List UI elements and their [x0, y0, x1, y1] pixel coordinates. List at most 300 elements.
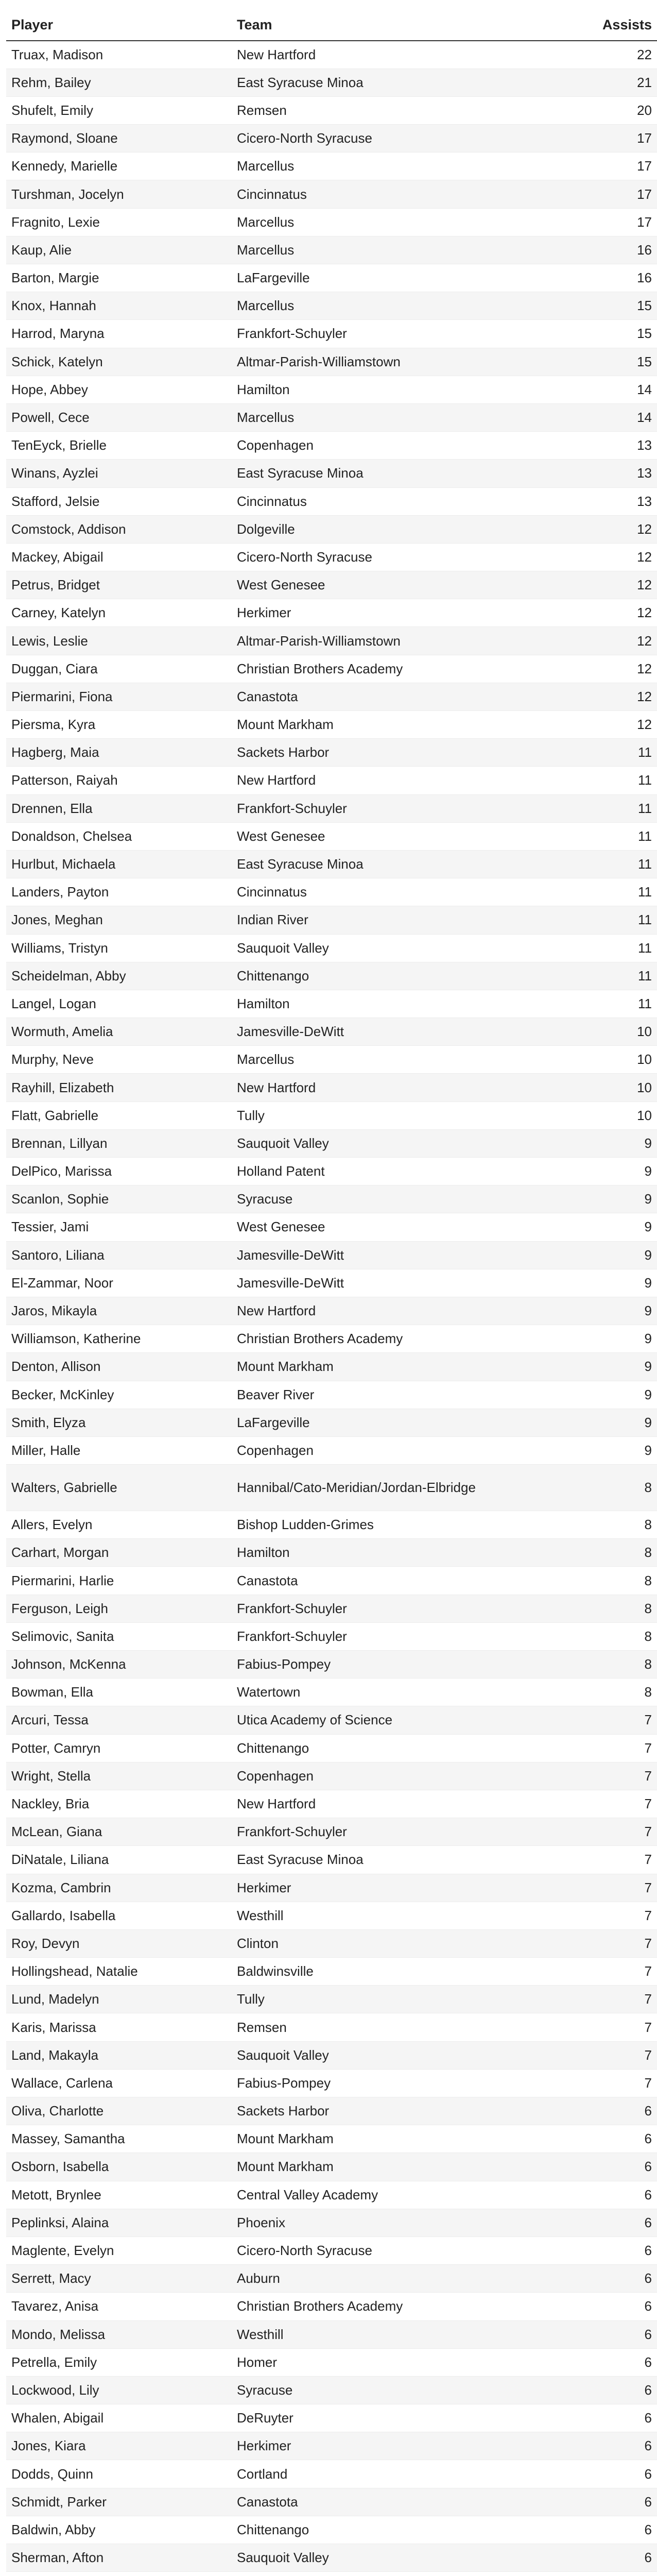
team-cell: Fabius-Pompey [232, 1651, 510, 1679]
assists-cell: 9 [510, 1325, 657, 1353]
team-cell: East Syracuse Minoa [232, 69, 510, 96]
team-cell: Tully [232, 1101, 510, 1129]
table-row [6, 69, 657, 96]
player-cell: Rehm, Bailey [6, 69, 232, 96]
table-row [6, 711, 657, 739]
player-cell: Baldwin, Abby [6, 2516, 232, 2544]
assists-cell: 15 [510, 292, 657, 320]
player-cell: Duggan, Ciara [6, 655, 232, 683]
player-cell: Harrod, Maryna [6, 320, 232, 348]
assists-cell: 12 [510, 543, 657, 571]
table-row [6, 1874, 657, 1902]
team-cell [232, 2572, 510, 2576]
assists-cell: 7 [510, 2041, 657, 2069]
player-cell: Peplinksi, Alaina [6, 2209, 232, 2236]
player-cell: Oliva, Charlotte [6, 2097, 232, 2125]
team-cell: Cicero-North Syracuse [232, 2236, 510, 2264]
player-cell: DelPico, Marissa [6, 1158, 232, 1185]
player-cell: Gallardo, Isabella [6, 1902, 232, 1929]
table-row [6, 1567, 657, 1595]
player-cell: Wormuth, Amelia [6, 1018, 232, 1046]
team-cell: Homer [232, 2348, 510, 2376]
team-cell: Marcellus [232, 403, 510, 431]
team-cell: Fabius-Pompey [232, 2069, 510, 2097]
team-cell: Canastota [232, 1567, 510, 1595]
assists-cell: 9 [510, 1158, 657, 1185]
table-row [6, 1074, 657, 1101]
player-cell: Williamson, Katherine [6, 1325, 232, 1353]
table-body [6, 41, 657, 2576]
table-row [6, 571, 657, 599]
player-cell: El-Zammar, Noor [6, 1269, 232, 1297]
player-cell: Shufelt, Emily [6, 96, 232, 124]
table-row [6, 822, 657, 850]
team-cell: Marcellus [232, 292, 510, 320]
team-cell: Westhill [232, 1902, 510, 1929]
table-row [6, 627, 657, 655]
assists-cell: 9 [510, 1241, 657, 1269]
assists-cell: 11 [510, 990, 657, 1018]
player-cell: Potter, Camryn [6, 1734, 232, 1762]
assists-cell: 8 [510, 1465, 657, 1511]
team-cell: Cincinnatus [232, 878, 510, 906]
assists-cell: 6 [510, 2320, 657, 2348]
table-row [6, 2097, 657, 2125]
column-header-assists[interactable]: Assists [510, 9, 657, 41]
team-cell: Canastota [232, 683, 510, 710]
player-cell: Whalen, Abigail [6, 2404, 232, 2432]
player-cell: Turshman, Jocelyn [6, 180, 232, 208]
team-cell: Jamesville-DeWitt [232, 1241, 510, 1269]
assists-cell: 17 [510, 152, 657, 180]
table-row [6, 2432, 657, 2460]
assists-cell: 6 [510, 2432, 657, 2460]
table-row [6, 1706, 657, 1734]
table-row [6, 906, 657, 934]
player-cell: DiNatale, Liliana [6, 1846, 232, 1874]
player-cell: Donaldson, Chelsea [6, 822, 232, 850]
assists-cell: 15 [510, 348, 657, 376]
player-cell [6, 2572, 232, 2576]
assists-cell: 6 [510, 2236, 657, 2264]
team-cell: Sackets Harbor [232, 2097, 510, 2125]
assists-cell: 6 [510, 2293, 657, 2320]
assists-cell: 6 [510, 2181, 657, 2209]
team-cell: Sauquoit Valley [232, 1129, 510, 1157]
table-row [6, 1986, 657, 2013]
assists-cell: 12 [510, 515, 657, 543]
player-cell: Raymond, Sloane [6, 125, 232, 152]
player-cell: Piermarini, Harlie [6, 1567, 232, 1595]
player-cell: Patterson, Raiyah [6, 767, 232, 794]
assists-cell: 7 [510, 1986, 657, 2013]
player-cell: Bowman, Ella [6, 1679, 232, 1706]
team-cell: Watertown [232, 1679, 510, 1706]
player-cell: Jaros, Mikayla [6, 1297, 232, 1325]
team-cell: Mount Markham [232, 1353, 510, 1381]
player-cell: Petrus, Bridget [6, 571, 232, 599]
table-row [6, 2181, 657, 2209]
table-row [6, 320, 657, 348]
table-row [6, 2293, 657, 2320]
table-row [6, 1436, 657, 1464]
assists-cell: 17 [510, 125, 657, 152]
player-cell: Arcuri, Tessa [6, 1706, 232, 1734]
team-cell: New Hartford [232, 1297, 510, 1325]
team-cell: East Syracuse Minoa [232, 1846, 510, 1874]
table-row [6, 487, 657, 515]
assists-cell: 7 [510, 1902, 657, 1929]
team-cell: Frankfort-Schuyler [232, 794, 510, 822]
player-cell: Hope, Abbey [6, 376, 232, 403]
team-cell: Christian Brothers Academy [232, 2293, 510, 2320]
assists-cell: 10 [510, 1074, 657, 1101]
player-cell: Scanlon, Sophie [6, 1185, 232, 1213]
assists-cell: 7 [510, 1874, 657, 1902]
player-cell: Jones, Kiara [6, 2432, 232, 2460]
table-row [6, 1734, 657, 1762]
team-cell: Jamesville-DeWitt [232, 1269, 510, 1297]
team-cell: Westhill [232, 2320, 510, 2348]
team-cell [232, 1465, 510, 1511]
team-cell: Auburn [232, 2265, 510, 2293]
player-cell: Schick, Katelyn [6, 348, 232, 376]
assists-cell: 9 [510, 1409, 657, 1436]
table-row [6, 1846, 657, 1874]
team-cell: Marcellus [232, 236, 510, 264]
table-row [6, 180, 657, 208]
player-cell: Piersma, Kyra [6, 711, 232, 739]
table-row [6, 1381, 657, 1409]
assists-cell: 7 [510, 1790, 657, 1818]
player-cell: Petrella, Emily [6, 2348, 232, 2376]
player-cell: Hurlbut, Michaela [6, 850, 232, 878]
table-row [6, 2320, 657, 2348]
assists-cell: 9 [510, 1213, 657, 1241]
player-cell: Land, Makayla [6, 2041, 232, 2069]
player-cell: Lund, Madelyn [6, 1986, 232, 2013]
table-row [6, 2348, 657, 2376]
player-cell: Denton, Allison [6, 1353, 232, 1381]
assists-cell: 6 [510, 2488, 657, 2516]
team-cell: Clinton [232, 1929, 510, 1957]
table-row [6, 2460, 657, 2488]
player-cell: Allers, Evelyn [6, 1511, 232, 1539]
table-row [6, 1297, 657, 1325]
team-cell: East Syracuse Minoa [232, 460, 510, 487]
assists-cell: 22 [510, 41, 657, 69]
table-row [6, 2516, 657, 2544]
player-cell: Massey, Samantha [6, 2125, 232, 2153]
player-cell: Johnson, McKenna [6, 1651, 232, 1679]
assists-cell: 6 [510, 2460, 657, 2488]
table-row [6, 2265, 657, 2293]
assists-cell: 10 [510, 1101, 657, 1129]
assists-cell: 6 [510, 2125, 657, 2153]
assists-cell: 12 [510, 711, 657, 739]
table-row [6, 1679, 657, 1706]
player-cell: Metott, Brynlee [6, 2181, 232, 2209]
team-cell: Sauquoit Valley [232, 2544, 510, 2572]
player-cell: Jones, Meghan [6, 906, 232, 934]
assists-cell: 14 [510, 376, 657, 403]
table-row [6, 1269, 657, 1297]
table-row [6, 1241, 657, 1269]
assists-cell: 11 [510, 962, 657, 990]
team-cell: Copenhagen [232, 1762, 510, 1790]
assists-cell: 11 [510, 767, 657, 794]
player-cell: Williams, Tristyn [6, 934, 232, 962]
table-row [6, 460, 657, 487]
player-cell: Landers, Payton [6, 878, 232, 906]
player-cell: Brennan, Lillyan [6, 1129, 232, 1157]
team-cell: Dolgeville [232, 515, 510, 543]
player-cell: Langel, Logan [6, 990, 232, 1018]
team-cell: New Hartford [232, 767, 510, 794]
assists-cell: 17 [510, 208, 657, 236]
team-cell: Remsen [232, 2013, 510, 2041]
team-cell: Christian Brothers Academy [232, 655, 510, 683]
table-row [6, 599, 657, 627]
team-cell: Sauquoit Valley [232, 2041, 510, 2069]
team-cell: Herkimer [232, 1874, 510, 1902]
table-row [6, 2209, 657, 2236]
team-cell: DeRuyter [232, 2404, 510, 2432]
team-cell: Chittenango [232, 2516, 510, 2544]
table-row [6, 1158, 657, 1185]
team-cell: East Syracuse Minoa [232, 850, 510, 878]
team-cell: Altmar-Parish-Williamstown [232, 348, 510, 376]
team-cell: Syracuse [232, 1185, 510, 1213]
player-cell: Becker, McKinley [6, 1381, 232, 1409]
table-row [6, 432, 657, 460]
table-row [6, 990, 657, 1018]
player-cell: Smith, Elyza [6, 1409, 232, 1436]
team-cell: New Hartford [232, 1790, 510, 1818]
column-header-player[interactable]: Player [6, 9, 232, 41]
table-header [6, 9, 657, 41]
player-cell: Piermarini, Fiona [6, 683, 232, 710]
table-row [6, 236, 657, 264]
team-cell: Herkimer [232, 2432, 510, 2460]
table-row [6, 543, 657, 571]
player-cell: Kaup, Alie [6, 236, 232, 264]
table-row [6, 1790, 657, 1818]
assists-cell: 7 [510, 1734, 657, 1762]
assists-cell: 7 [510, 1706, 657, 1734]
assists-cell: 6 [510, 2153, 657, 2181]
assists-cell: 6 [510, 2516, 657, 2544]
assists-cell: 7 [510, 1846, 657, 1874]
assists-cell: 12 [510, 655, 657, 683]
assists-cell: 16 [510, 264, 657, 292]
team-cell: Hamilton [232, 376, 510, 403]
assists-cell: 8 [510, 1651, 657, 1679]
team-cell: Chittenango [232, 962, 510, 990]
assists-cell: 20 [510, 96, 657, 124]
assists-cell: 9 [510, 1297, 657, 1325]
assists-cell: 11 [510, 906, 657, 934]
assists-cell: 9 [510, 1436, 657, 1464]
team-cell: Syracuse [232, 2376, 510, 2404]
player-cell: Miller, Halle [6, 1436, 232, 1464]
player-cell: Wallace, Carlena [6, 2069, 232, 2097]
team-cell: Sauquoit Valley [232, 934, 510, 962]
table-row [6, 41, 657, 69]
team-cell: Altmar-Parish-Williamstown [232, 627, 510, 655]
table-row [6, 2404, 657, 2432]
team-cell: Hamilton [232, 990, 510, 1018]
player-cell: Maglente, Evelyn [6, 2236, 232, 2264]
assists-cell: 8 [510, 1567, 657, 1595]
team-cell: Central Valley Academy [232, 2181, 510, 2209]
table-row [6, 376, 657, 403]
team-cell: New Hartford [232, 41, 510, 69]
assists-cell: 17 [510, 180, 657, 208]
player-cell: Mondo, Melissa [6, 2320, 232, 2348]
table-row [6, 1018, 657, 1046]
table-row [6, 2236, 657, 2264]
assists-cell: 7 [510, 2013, 657, 2041]
assists-table [6, 9, 657, 2576]
table-row [6, 208, 657, 236]
team-cell: Hamilton [232, 1539, 510, 1567]
team-cell: Tully [232, 1986, 510, 2013]
table-row [6, 1213, 657, 1241]
team-cell: Cicero-North Syracuse [232, 543, 510, 571]
team-cell: Canastota [232, 2488, 510, 2516]
assists-cell: 6 [510, 2265, 657, 2293]
assists-cell: 12 [510, 683, 657, 710]
assists-cell: 11 [510, 850, 657, 878]
table-row [6, 2013, 657, 2041]
table-row [6, 2125, 657, 2153]
player-cell: Roy, Devyn [6, 1929, 232, 1957]
table-row [6, 794, 657, 822]
table-row [6, 934, 657, 962]
player-cell: Tessier, Jami [6, 1213, 232, 1241]
team-cell-text: Hannibal/Cato-Meridian/Jordan-Elbridge [237, 1480, 476, 1496]
team-cell: Cincinnatus [232, 487, 510, 515]
player-cell: Lockwood, Lily [6, 2376, 232, 2404]
team-cell: Marcellus [232, 152, 510, 180]
team-cell: Mount Markham [232, 711, 510, 739]
player-cell: Fragnito, Lexie [6, 208, 232, 236]
team-cell: Phoenix [232, 2209, 510, 2236]
player-cell: Hagberg, Maia [6, 739, 232, 767]
table-row [6, 1185, 657, 1213]
player-cell: Ferguson, Leigh [6, 1595, 232, 1622]
table-row [6, 1101, 657, 1129]
table-row [6, 125, 657, 152]
team-cell: Remsen [232, 96, 510, 124]
team-cell: New Hartford [232, 1074, 510, 1101]
assists-cell: 9 [510, 1353, 657, 1381]
assists-cell: 6 [510, 2348, 657, 2376]
player-cell: Walters, Gabrielle [6, 1465, 232, 1511]
assists-cell: 10 [510, 1018, 657, 1046]
assists-cell: 6 [510, 2209, 657, 2236]
player-cell: Stafford, Jelsie [6, 487, 232, 515]
table-row [6, 683, 657, 710]
player-cell: Nackley, Bria [6, 1790, 232, 1818]
assists-cell: 14 [510, 403, 657, 431]
player-cell: Barton, Margie [6, 264, 232, 292]
assists-cell: 9 [510, 1129, 657, 1157]
assists-cell: 8 [510, 1622, 657, 1650]
team-cell: Baldwinsville [232, 1958, 510, 1986]
column-header-team[interactable]: Team [232, 9, 510, 41]
team-cell: Frankfort-Schuyler [232, 1595, 510, 1622]
player-cell: Powell, Cece [6, 403, 232, 431]
team-cell: Marcellus [232, 208, 510, 236]
assists-cell: 10 [510, 1046, 657, 1074]
assists-cell: 21 [510, 69, 657, 96]
table-row [6, 1622, 657, 1650]
table-row [6, 1539, 657, 1567]
table-row [6, 1129, 657, 1157]
player-cell: Karis, Marissa [6, 2013, 232, 2041]
player-cell: Hollingshead, Natalie [6, 1958, 232, 1986]
team-cell: Mount Markham [232, 2125, 510, 2153]
table-row [6, 1465, 657, 1511]
team-cell: Copenhagen [232, 432, 510, 460]
assists-cell: 6 [510, 2544, 657, 2572]
assists-cell: 7 [510, 1762, 657, 1790]
team-cell: Jamesville-DeWitt [232, 1018, 510, 1046]
team-cell: Mount Markham [232, 2153, 510, 2181]
player-cell: Schmidt, Parker [6, 2488, 232, 2516]
player-cell: Sherman, Afton [6, 2544, 232, 2572]
assists-cell: 9 [510, 1269, 657, 1297]
player-cell: TenEyck, Brielle [6, 432, 232, 460]
assists-cell: 9 [510, 1381, 657, 1409]
team-cell: Holland Patent [232, 1158, 510, 1185]
assists-cell: 8 [510, 1511, 657, 1539]
table-row [6, 348, 657, 376]
team-cell: Frankfort-Schuyler [232, 1818, 510, 1846]
table-row [6, 1762, 657, 1790]
player-cell: Osborn, Isabella [6, 2153, 232, 2181]
team-cell: LaFargeville [232, 1409, 510, 1436]
assists-cell: 11 [510, 739, 657, 767]
table-row [6, 850, 657, 878]
player-cell: Santoro, Liliana [6, 1241, 232, 1269]
team-cell: Sackets Harbor [232, 739, 510, 767]
assists-cell: 8 [510, 1595, 657, 1622]
assists-cell: 6 [510, 2376, 657, 2404]
assists-cell: 7 [510, 1818, 657, 1846]
assists-cell: 16 [510, 236, 657, 264]
assists-cell: 7 [510, 1958, 657, 1986]
player-cell: Wright, Stella [6, 1762, 232, 1790]
team-cell: Bishop Ludden-Grimes [232, 1511, 510, 1539]
player-cell: Truax, Madison [6, 41, 232, 69]
team-cell: West Genesee [232, 571, 510, 599]
assists-cell: 6 [510, 2097, 657, 2125]
table-row [6, 152, 657, 180]
player-cell: Selimovic, Sanita [6, 1622, 232, 1650]
table-row [6, 962, 657, 990]
table-row [6, 515, 657, 543]
table-row [6, 2572, 657, 2576]
assists-cell: 13 [510, 460, 657, 487]
assists-cell: 7 [510, 2069, 657, 2097]
assists-cell: 8 [510, 1679, 657, 1706]
player-cell: Scheidelman, Abby [6, 962, 232, 990]
assists-cell: 8 [510, 1539, 657, 1567]
assists-cell: 7 [510, 1929, 657, 1957]
